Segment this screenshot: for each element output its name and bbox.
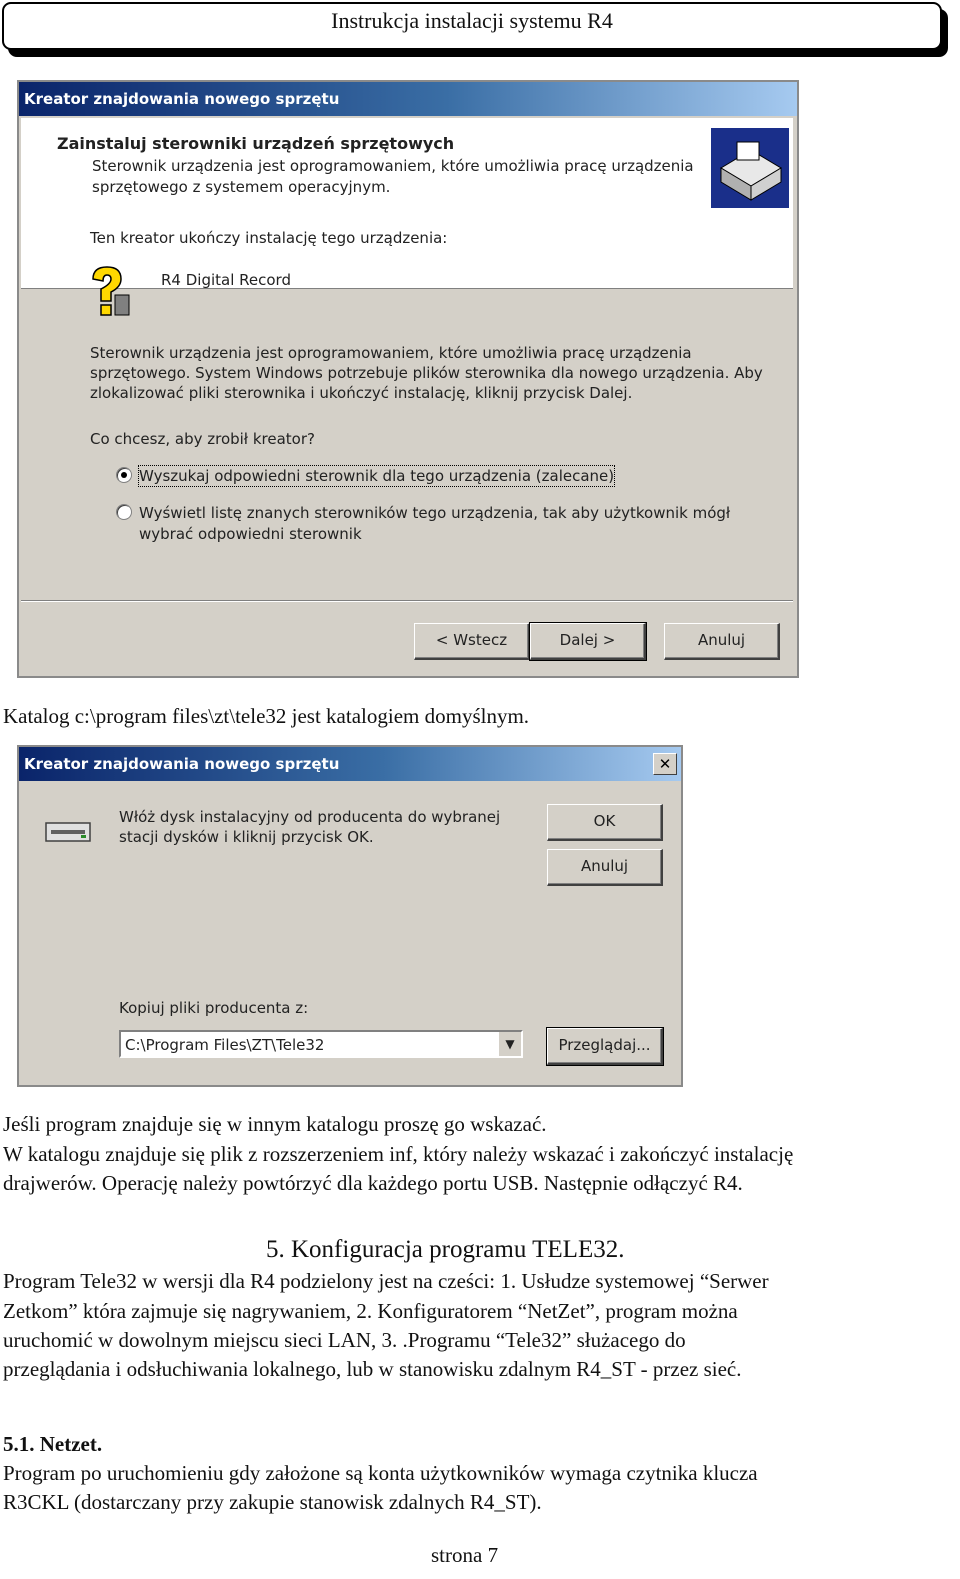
dialog-title: Kreator znajdowania nowego sprzętu [19, 747, 681, 781]
wizard-body-3: zlokalizować pliki sterownika i ukończyć instalację, kliknij przycisk Dalej. [90, 384, 633, 402]
floppy-drive-icon [45, 821, 91, 843]
radio-show-list[interactable] [116, 504, 132, 520]
subsection-text-2: R3CKL (dostarczany przy zakupie stanowisk zdalnych R4_ST). [3, 1490, 542, 1514]
paragraph-other-dir-1: Jeśli program znajduje się w innym katalogu proszę go wskazać. [3, 1112, 547, 1136]
wizard-subheading-1: Sterownik urządzenia jest oprogramowaniem, które umożliwia pracę urządzenia [92, 157, 694, 175]
disk-message-1: Włóż dysk instalacyjny od producenta do wybranej [119, 808, 501, 826]
cancel-button[interactable]: Anuluj [547, 849, 663, 886]
section-text-3: uruchomić w dowolnym miejscu sieci LAN, 3. .Programu “Tele32” służacego do [3, 1328, 686, 1352]
insert-disk-dialog [17, 745, 683, 1087]
paragraph-other-dir-3: drajwerów. Operację należy powtórzyć dla każdego portu USB. Następnie odłączyć R4. [3, 1171, 743, 1195]
browse-button[interactable]: Przeglądaj... [547, 1028, 663, 1065]
paragraph-default-dir: Katalog c:\program files\zt\tele32 jest katalogiem domyślnym. [3, 704, 530, 728]
subsection-text-1: Program po uruchomieniu gdy założone są konta użytkowników wymaga czytnika klucza [3, 1461, 758, 1485]
back-button[interactable]: < Wstecz [414, 623, 530, 660]
path-input[interactable]: C:\Program Files\ZT\Tele32 [125, 1036, 325, 1054]
copy-from-label: Kopiuj pliki producenta z: [119, 999, 309, 1017]
section-text-4: przeglądania i odsłuchiwania lokalnego, lub w stanowisku zdalnym R4_ST - przez sieć. [3, 1357, 742, 1381]
wizard-heading: Zainstaluj sterowniki urządzeń sprzętowych [57, 134, 455, 153]
wizard-body-1: Sterownik urządzenia jest oprogramowaniem, które umożliwia pracę urządzenia [90, 344, 692, 362]
question-mark-icon [87, 265, 131, 319]
page-header [2, 2, 942, 50]
paragraph-other-dir-2: W katalogu znajduje się plik z rozszerzeniem inf, który należy wskazać i zakończyć instalację [3, 1142, 794, 1166]
dropdown-arrow-icon[interactable]: ▼ [498, 1032, 521, 1056]
next-button[interactable]: Dalej > [530, 623, 646, 660]
section-text-1: Program Tele32 w wersji dla R4 podzielony jest na cześci: 1. Usłudze systemowej “Serwer [3, 1269, 769, 1293]
wizard-dialog [17, 80, 799, 678]
hardware-icon [711, 128, 789, 208]
option-list-label-1[interactable]: Wyświetl listę znanych sterowników tego urządzenia, tak aby użytkownik mógł [139, 504, 731, 522]
wizard-question: Co chcesz, aby zrobił kreator? [90, 430, 315, 448]
option-list-label-2[interactable]: wybrać odpowiedni sterownik [139, 525, 362, 543]
wizard-body-2: sprzętowego. System Windows potrzebuje plików sterownika dla nowego urządzenia. Aby [90, 364, 763, 382]
page-footer: strona 7 [431, 1543, 499, 1567]
section-text-2: Zetkom” która zajmuje się nagrywaniem, 2. Konfiguratorem “NetZet”, program można [3, 1299, 738, 1323]
wizard-header-panel [21, 118, 793, 289]
radio-search-driver[interactable] [116, 467, 132, 483]
close-icon[interactable]: ✕ [653, 753, 677, 775]
path-combobox[interactable] [119, 1030, 523, 1058]
device-name: R4 Digital Record [161, 271, 291, 289]
ok-button[interactable]: OK [547, 804, 663, 841]
header-title: Instrukcja instalacji systemu R4 [331, 8, 613, 33]
disk-message-2: stacji dysków i kliknij przycisk OK. [119, 828, 374, 846]
button-separator [21, 600, 793, 602]
wizard-intro: Ten kreator ukończy instalację tego urządzenia: [90, 229, 448, 247]
subsection-heading: 5.1. Netzet. [3, 1432, 103, 1456]
option-search-label[interactable]: Wyszukaj odpowiedni sterownik dla tego urządzenia (zalecane) [139, 467, 615, 485]
cancel-button[interactable]: Anuluj [664, 623, 780, 660]
wizard-subheading-2: sprzętowego z systemem operacyjnym. [92, 178, 391, 196]
dialog-title: Kreator znajdowania nowego sprzętu [19, 82, 797, 116]
section-heading: 5. Konfiguracja programu TELE32. [266, 1236, 625, 1263]
